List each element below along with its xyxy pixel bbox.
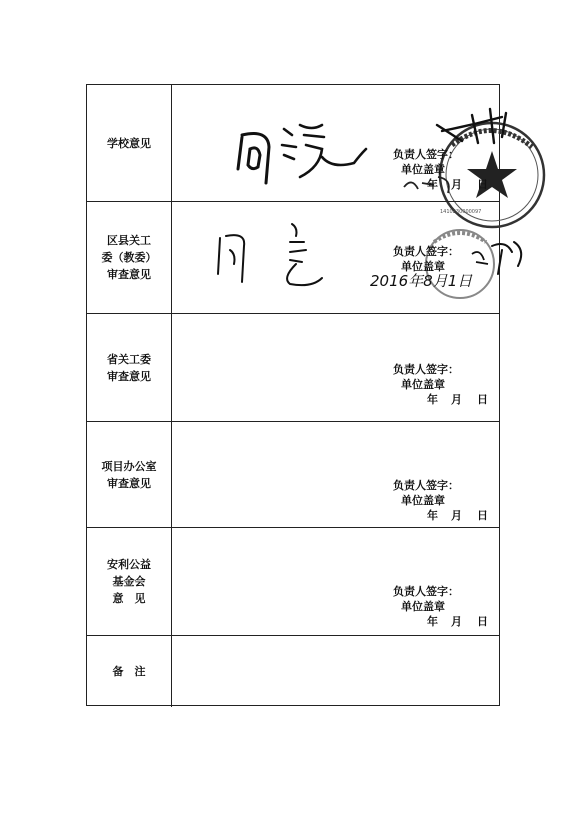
label-cell: [87, 422, 172, 527]
label-cell: [87, 85, 172, 201]
row-label: 学校意见: [107, 136, 151, 150]
row-label: 备 注: [112, 665, 146, 678]
unit-seal-label: 单位盖章: [401, 494, 445, 507]
responsible-signature-label: 负责人签字：: [393, 363, 459, 376]
row-project-office-review: [87, 421, 499, 527]
unit-seal-label: 单位盖章: [401, 260, 445, 273]
unit-seal-label: 单位盖章: [401, 163, 445, 176]
signature-block: [393, 362, 503, 408]
label-cell: [87, 314, 172, 421]
approval-form-table: [86, 84, 500, 706]
responsible-signature-label: 负责人签字：: [393, 245, 459, 258]
opinion-cell: [172, 85, 499, 215]
date-line: 年 月 日: [427, 393, 488, 406]
label-cell: [87, 528, 172, 635]
opinion-cell: [172, 314, 499, 421]
seal-number: 1410230000097: [440, 209, 482, 215]
row-label: 区县关工 委（教委） 审查意见: [101, 234, 157, 281]
opinion-cell: [172, 528, 499, 635]
unit-seal-label: 单位盖章: [401, 378, 445, 391]
row-foundation-opinion: [87, 527, 499, 635]
row-district-review: [87, 201, 499, 313]
responsible-signature-label: 负责人签字：: [393, 479, 459, 492]
row-label: 省关工委 审查意见: [107, 352, 151, 383]
signature-block: [393, 478, 503, 524]
responsible-signature-label: 负责人签字：: [393, 148, 459, 161]
date-line: 年 月 日: [427, 178, 488, 191]
date-line: 年 月 日: [427, 509, 488, 522]
unit-seal-label: 单位盖章: [401, 600, 445, 613]
signature-block: [393, 584, 503, 630]
row-label: 安利公益 基金会 意 见: [107, 558, 151, 605]
remarks-cell: [172, 636, 499, 707]
label-cell: [87, 202, 172, 313]
row-remarks: [87, 635, 499, 707]
handwritten-date: 2016年8月1日: [370, 272, 473, 290]
date-line: 年 月 日: [427, 615, 488, 628]
label-cell: [87, 636, 172, 707]
responsible-signature-label: 负责人签字：: [393, 585, 459, 598]
opinion-cell: [172, 202, 499, 313]
opinion-cell: [172, 422, 499, 527]
signature-block: [393, 147, 503, 193]
row-school-opinion: [87, 85, 499, 215]
row-provincial-review: [87, 313, 499, 421]
row-label: 项目办公室 审查意见: [101, 459, 157, 490]
signature-block: [393, 244, 503, 290]
